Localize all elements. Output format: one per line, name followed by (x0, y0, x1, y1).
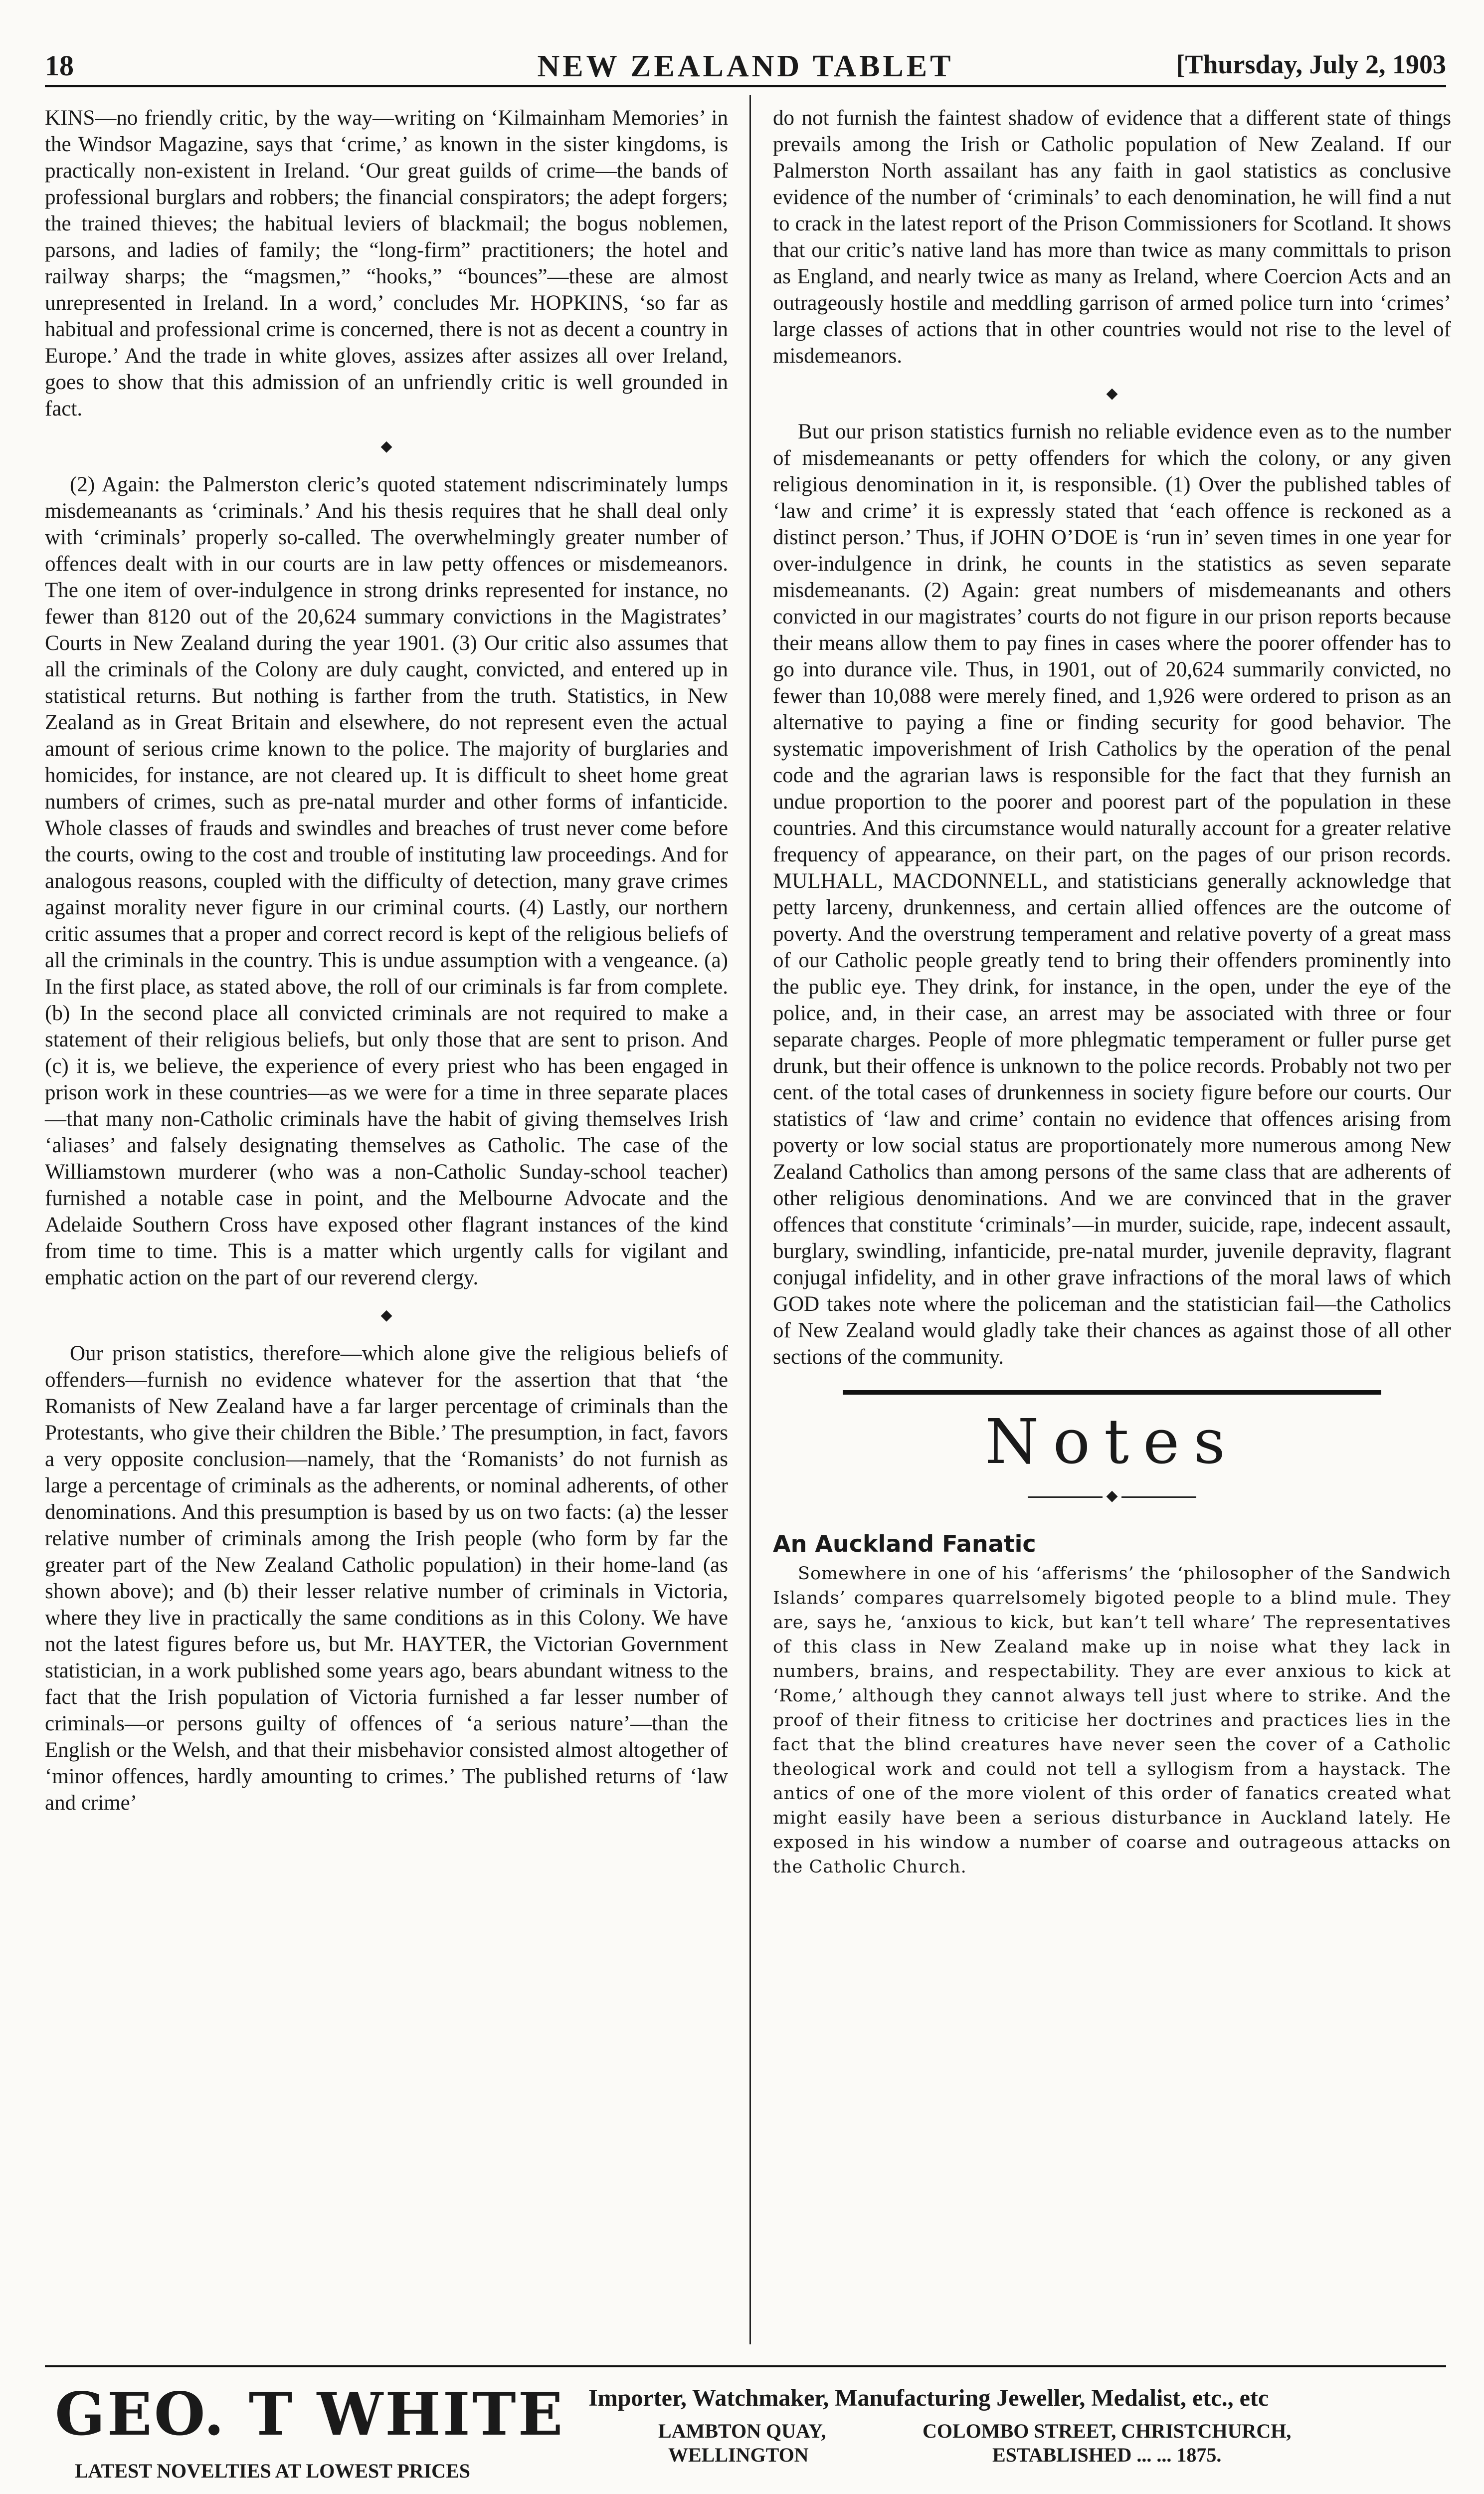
left-paragraph-3: Our prison statistics, therefore—which alone give the religious beliefs of offenders—furnish no evidence whatever for the assertion that that ‘the Romanists of New Zealand have a far larger percentage of criminals than the Protestants, who give their children the Bible.’ The presumption, in fact, favors a very opposite conclusion—namely, that the ‘Romanists’ do not furnish as large a percentage of criminals as the adherents, or nominal adherents, of other denominations. And this presumption is based by us on two facts: (a) the lesser relative number of criminals among the Irish people (who form by far the greater part of the New Zealand Catholic population) in their home-land (as shown above); and (b) their lesser relative number of criminals in Victoria, where they live in practically the same conditions as in this Colony. We have not the latest figures before us, but Mr. HAYTER, the Victorian Government statistician, in a work published some years ago, bears abundant witness to the fact that the Irish population of Victoria furnished a far lesser number of criminals—or persons guilty of offences of ‘a serious nature’—than the English or the Welsh, and that their misbehavior consisted almost altogether of ‘minor offences, hardly amounting to crimes.’ The published returns of ‘law and crime’ (45, 1342, 728, 1815)
right-paragraph-1: do not furnish the faintest shadow of evidence that a different state of things prevails among the Irish or Catholic population of New Zealand. If our Palmerston North assailant has any faith in gaol statistics as conclusive evidence of the number of ‘criminals’ to each denomination, he will find a nut to crack in the latest report of the Prison Commissioners for Scotland. It shows that our critic’s native land has more than twice as many committals to prison as England, and nearly twice as many as Ireland, where Coercion Acts and an outrageously hostile and meddling garrison of armed police turn into ‘crimes’ large classes of actions that in other countries would not rise to the level of misdemeanors. (773, 106, 1451, 368)
left-paragraph-1: KINS—no friendly critic, by the way—writing on ‘Kilmainham Memories’ in the Windsor Magazine, says that ‘crime,’ as known in the sister kingdoms, is practically non-existent in Ireland. ‘Our great guilds of crime—the bands of professional burglars and robbers; the financial conspirators; the adept forgers; the trained thieves; the habitual leviers of blackmail; the bogus noblemen, parsons, and ladies of family; the “long-firm” practitioners; the hotel and railway sharps; the “magsmen,” “hooks,” “bounces”—these are almost unrepresented in Ireland. In a word,’ concludes Mr. HOPKINS, ‘so far as habitual and professional crime is concerned, there is not as decent a country in Europe.’ And the trade in white gloves, assizes after assizes all over Ireland, goes to show that this admission of an unfriendly critic is well grounded in fact. (45, 106, 728, 420)
right-paragraph-2: But our prison statistics furnish no reliable evidence even as to the number of misdemeanants or petty offenders for which the colony, or any given religious denomination in it, is responsible. (1) Over the published tables of ‘law and crime’ it is expressly stated that ‘each offence is reckoned as a distinct person.’ Thus, if JOHN O’DOE is ‘run in’ seven times in one year for over-indulgence in drink, he counts in the statistics as seven separate misdemeanants. (2) Again: great numbers of misdemeanants and others convicted in our magistrates’ courts do not figure in our prison reports because their means allow them to pay fines in cases where the poorer offender has to go into durance vile. Thus, in 1901, out of 20,624 summarily convicted, no fewer than 10,088 were merely fined, and 1,926 were ordered to prison as an alternative to paying a fine or finding security for good behavior. The systematic impoverishment of Irish Catholics by the operation of the penal code and the agrarian laws is responsible for the fact that they furnish an undue proportion to the poorer and poorest part of the population in these countries. And this circumstance would naturally account for a greater relative frequency of appearance, on their part, on the pages of our prison records. MULHALL, MACDONNELL, and statisticians generally acknowledge that petty larceny, drunkenness, and certain allied offences are the outcome of poverty. And the overstrung temperament and relative poverty of a great mass of our Catholic people greatly tend to bring their offenders prominently into the public eye. They drink, for instance, in the open, under the eye of the police, and, in their case, an arrest may be associated with three or four separate charges. People of more phlegmatic temperament or fuller purse get drunk, but their offence is unknown to the police records. Probably not two per cent. of the total cases of drunkenness in society figure before our courts. Our statistics of ‘law and crime’ contain no evidence that offences arising from poverty or low social status are proportionately more numerous among New Zealand Catholics than among persons of the same class that are adherents of other religious denominations. And we are convinced that in the graver offences that constitute ‘criminals’—in murder, suicide, rape, indecent assault, burglary, swindling, infanticide, pre-natal murder, juvenile depravity, flagrant conjugal infidelity, and in other grave infractions of the moral laws of which GOD takes note where the policeman and the statistician fail—the Catholics of New Zealand would gladly take their chances as against those of all other sections of the community. (773, 420, 1451, 1369)
diamond-separator: ◆ (380, 438, 392, 454)
advert-name: GEO. T WHITE (55, 2379, 565, 2449)
diamond-separator: ◆ (380, 1307, 392, 1323)
notes-paragraph: Somewhere in one of his ‘afferisms’ the ‘philosopher of the Sandwich Islands’ compares quarrelsomely bigoted people to a blind mule. They are, says he, ‘anxious to kick, but kan’t tell whare’ The representatives of this class in New Zealand make up in noise what they lack in numbers, brains, and respectability. They are ever anxious to kick at ‘Rome,’ although they cannot always tell just where to strike. And the proof of their fitness to criticise her doctrines and practices lies in the fact that the blind creatures have never seen the cover of a Catholic theological work and could not tell a syllogism from a haystack. The antics of one of the more violent of this order of fanatics created what might easily have been a serious disturbance in Auckland lately. He exposed in his window a number of coarse and outrageous attacks on the Catholic Church. (773, 1564, 1451, 1877)
advert-tagline: LATEST NOVELTIES AT LOWEST PRICES (75, 2460, 470, 2482)
advert-address-christchurch: COLOMBO STREET, CHRISTCHURCH, (923, 2420, 1292, 2442)
left-paragraph-2: (2) Again: the Palmerston cleric’s quoted statement ndiscriminately lumps misdemeanants as ‘criminals.’ And his thesis requires that he shall deal only with ‘criminals’ properly so-called. The overwhelmingly greater number of offences dealt with in our courts are in law petty offences or misdemeanors. The one item of over-indulgence in strong drinks represented for instance, no fewer than 8120 out of the 20,624 summary convictions in the Magistrates’ Courts in New Zealand during the year 1901. (3) Our critic also assumes that all the criminals of the Colony are duly caught, convicted, and entered up in statistical returns. But nothing is farther from the truth. Statistics, in New Zealand as in Great Britain and elsewhere, do not represent even the actual amount of serious crime known to the police. The majority of burglaries and homicides, for instance, are not cleared up. It is difficult to sheet home great numbers of crimes, such as pre-natal murder and other forms of infanticide. Whole classes of frauds and swindles and breaches of trust never come before the courts, owing to the cost and trouble of instituting law proceedings. And for analogous reasons, coupled with the difficulty of detection, many grave crimes against morality never figure in our criminal courts. (4) Lastly, our northern critic assumes that a proper and correct record is kept of the religious beliefs of all the criminals in the country. This is undue assumption with a vengeance. (a) In the first place, as stated above, the roll of our criminals is far from complete. (b) In the second place all convicted criminals are not required to make a statement of their religious beliefs, but only those that are sent to prison. And (c) it is, we believe, the experience of every priest who has been engaged in prison work in these countries—as we were for a time in three separate places—that many non-Catholic criminals have the habit of giving themselves Irish ‘aliases’ and falsely designating themselves as Catholic. The case of the Williamstown murderer (who was a non-Catholic Sunday-school teacher) furnished a notable case in point, and the Melbourne Advocate and the Adelaide Southern Cross have exposed other flagrant instances of the kind from time to time. This is a matter which urgently calls for vigilant and emphatic action on the part of our reverend clergy. (45, 473, 728, 1289)
issue-date: [Thursday, July 2, 1903 (1176, 49, 1446, 79)
page-number: 18 (45, 49, 74, 82)
page-header (45, 45, 1446, 87)
advert-address-wellington-city: WELLINGTON (668, 2444, 809, 2466)
right-column (773, 105, 1451, 1879)
advert-address-wellington: LAMBTON QUAY, (658, 2420, 826, 2442)
left-column (45, 105, 728, 1816)
column-divider (749, 95, 751, 2344)
advertisement (45, 2379, 1446, 2489)
footer-rule (45, 2365, 1446, 2367)
notes-subheading: An Auckland Fanatic (773, 1530, 1036, 1557)
notes-ornament: ◆ (773, 1482, 1451, 1509)
advert-established: ESTABLISHED ... ... 1875. (992, 2444, 1222, 2466)
advert-description: Importer, Watchmaker, Manufacturing Jeweller, Medalist, etc., etc (588, 2385, 1269, 2411)
publication-title: NEW ZEALAND TABLET (537, 49, 954, 83)
diamond-separator: ◆ (1106, 385, 1118, 402)
notes-heading: Notes (984, 1406, 1239, 1478)
notes-top-rule (843, 1390, 1381, 1395)
